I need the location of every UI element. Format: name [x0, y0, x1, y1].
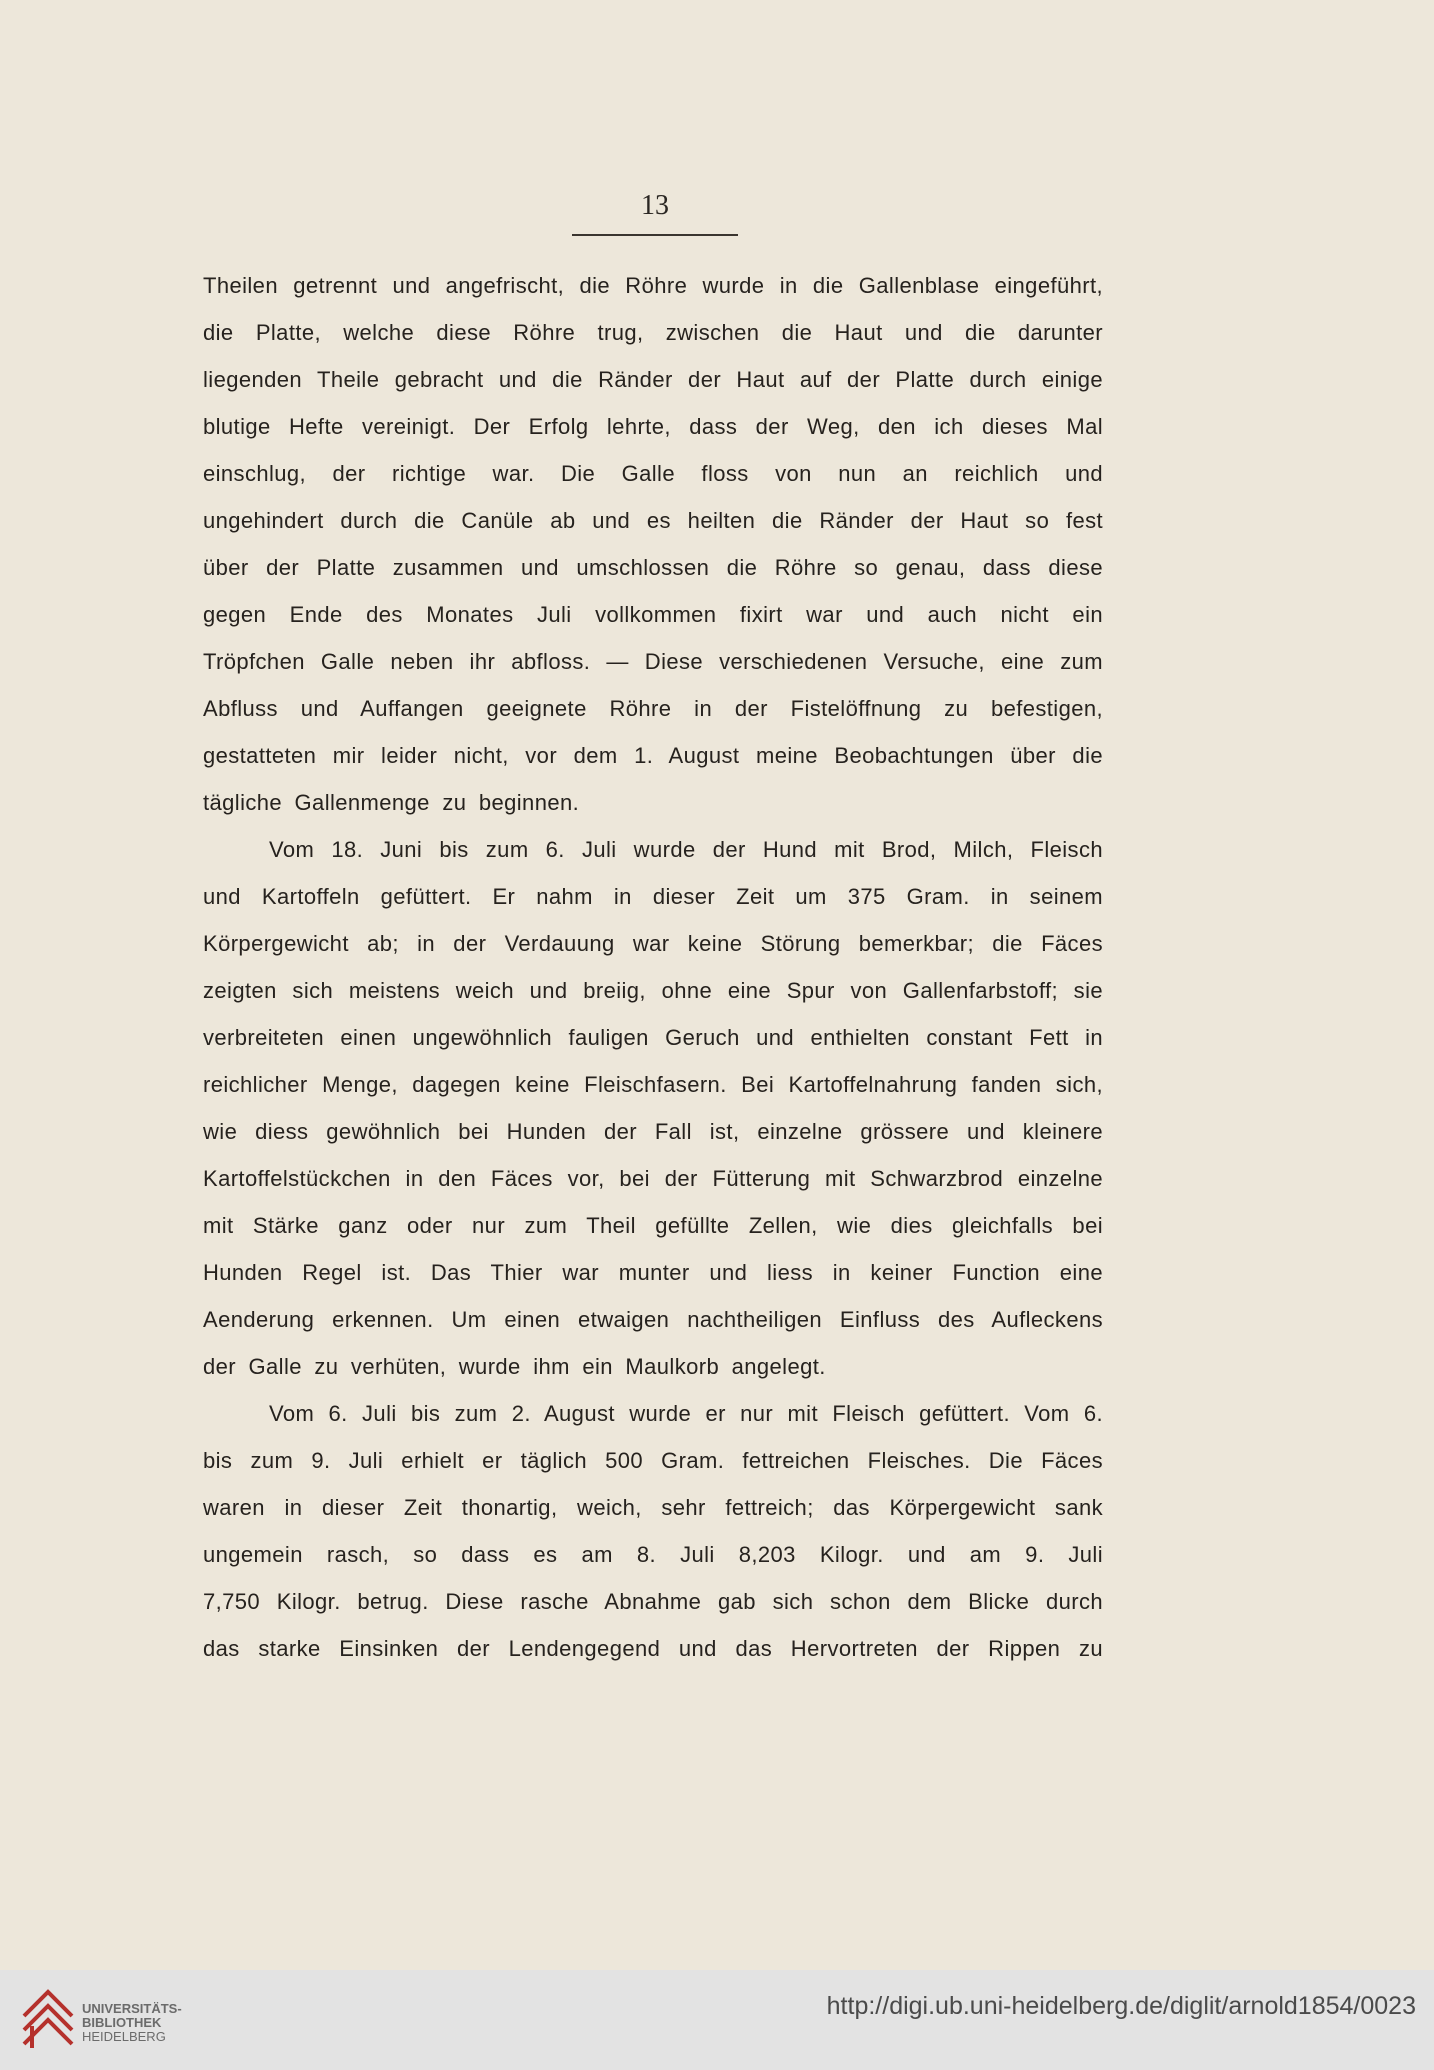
page-number-rule — [572, 234, 738, 236]
text-line: Vom 18. Juni bis zum 6. Juli wurde der Hund mit Brod, Milch, Fleisch — [269, 837, 1103, 862]
body-text — [203, 262, 1103, 1672]
text-line: Vom 6. Juli bis zum 2. August wurde er nur mit Fleisch gefüttert. Vom 6. — [269, 1401, 1103, 1426]
library-name-line: UNIVERSITÄTS- — [82, 2001, 182, 2016]
library-name — [82, 2002, 182, 2044]
library-logo-icon — [18, 1986, 80, 2052]
text-line: Körpergewicht ab; in der Verdauung war keine Störung bemerkbar; die Fäces — [203, 931, 1103, 956]
text-line: wie diess gewöhnlich bei Hunden der Fall ist, einzelne grössere und kleinere — [203, 1119, 1103, 1144]
text-line: ungehindert durch die Canüle ab und es heilten die Ränder der Haut so fest — [203, 508, 1103, 533]
text-line: die Platte, welche diese Röhre trug, zwischen die Haut und die darunter — [203, 320, 1103, 345]
permalink-url[interactable]: http://digi.ub.uni-heidelberg.de/diglit/arnold1854/0023 — [826, 1992, 1416, 2020]
library-name-line: HEIDELBERG — [82, 2029, 166, 2044]
text-line: blutige Hefte vereinigt. Der Erfolg lehrte, dass der Weg, den ich dieses Mal — [203, 414, 1103, 439]
text-line: über der Platte zusammen und umschlossen die Röhre so genau, dass diese — [203, 555, 1103, 580]
text-line: Theilen getrennt und angefrischt, die Röhre wurde in die Gallenblase eingeführt, — [203, 273, 1103, 298]
text-line: mit Stärke ganz oder nur zum Theil gefüllte Zellen, wie dies gleichfalls bei — [203, 1213, 1103, 1238]
text-line: Tröpfchen Galle neben ihr abfloss. — Diese verschiedenen Versuche, eine zum — [203, 649, 1103, 674]
library-name-line: BIBLIOTHEK — [82, 2015, 162, 2030]
digital-library-footer — [0, 1970, 1434, 2070]
text-line: reichlicher Menge, dagegen keine Fleischfasern. Bei Kartoffelnahrung fanden sich, — [203, 1072, 1103, 1097]
text-line: verbreiteten einen ungewöhnlich fauligen Geruch und enthielten constant Fett in — [203, 1025, 1103, 1050]
text-line: Abfluss und Auffangen geeignete Röhre in der Fistelöffnung zu befestigen, — [203, 696, 1103, 721]
text-line: Kartoffelstückchen in den Fäces vor, bei der Fütterung mit Schwarzbrod einzelne — [203, 1166, 1103, 1191]
text-line: bis zum 9. Juli erhielt er täglich 500 Gram. fettreichen Fleisches. Die Fäces — [203, 1448, 1103, 1473]
text-line: einschlug, der richtige war. Die Galle floss von nun an reichlich und — [203, 461, 1103, 486]
text-line: waren in dieser Zeit thonartig, weich, sehr fettreich; das Körpergewicht sank — [203, 1495, 1103, 1520]
text-line: liegenden Theile gebracht und die Ränder der Haut auf der Platte durch einige — [203, 367, 1103, 392]
text-line: gestatteten mir leider nicht, vor dem 1. August meine Beobachtungen über die — [203, 743, 1103, 768]
text-line: gegen Ende des Monates Juli vollkommen fixirt war und auch nicht ein — [203, 602, 1103, 627]
text-line: das starke Einsinken der Lendengegend und das Hervortreten der Rippen zu — [203, 1636, 1103, 1661]
text-line: 7,750 Kilogr. betrug. Diese rasche Abnahme gab sich schon dem Blicke durch — [203, 1589, 1103, 1614]
page-number: 13 — [641, 190, 669, 221]
text-line: tägliche Gallenmenge zu beginnen. — [203, 790, 580, 815]
text-line: Aenderung erkennen. Um einen etwaigen nachtheiligen Einfluss des Aufleckens — [203, 1307, 1103, 1332]
text-line: ungemein rasch, so dass es am 8. Juli 8,203 Kilogr. und am 9. Juli — [203, 1542, 1103, 1567]
text-line: Hunden Regel ist. Das Thier war munter und liess in keiner Function eine — [203, 1260, 1103, 1285]
text-line: und Kartoffeln gefüttert. Er nahm in dieser Zeit um 375 Gram. in seinem — [203, 884, 1103, 909]
text-line: der Galle zu verhüten, wurde ihm ein Maulkorb angelegt. — [203, 1354, 826, 1379]
text-line: zeigten sich meistens weich und breiig, ohne eine Spur von Gallenfarbstoff; sie — [203, 978, 1103, 1003]
